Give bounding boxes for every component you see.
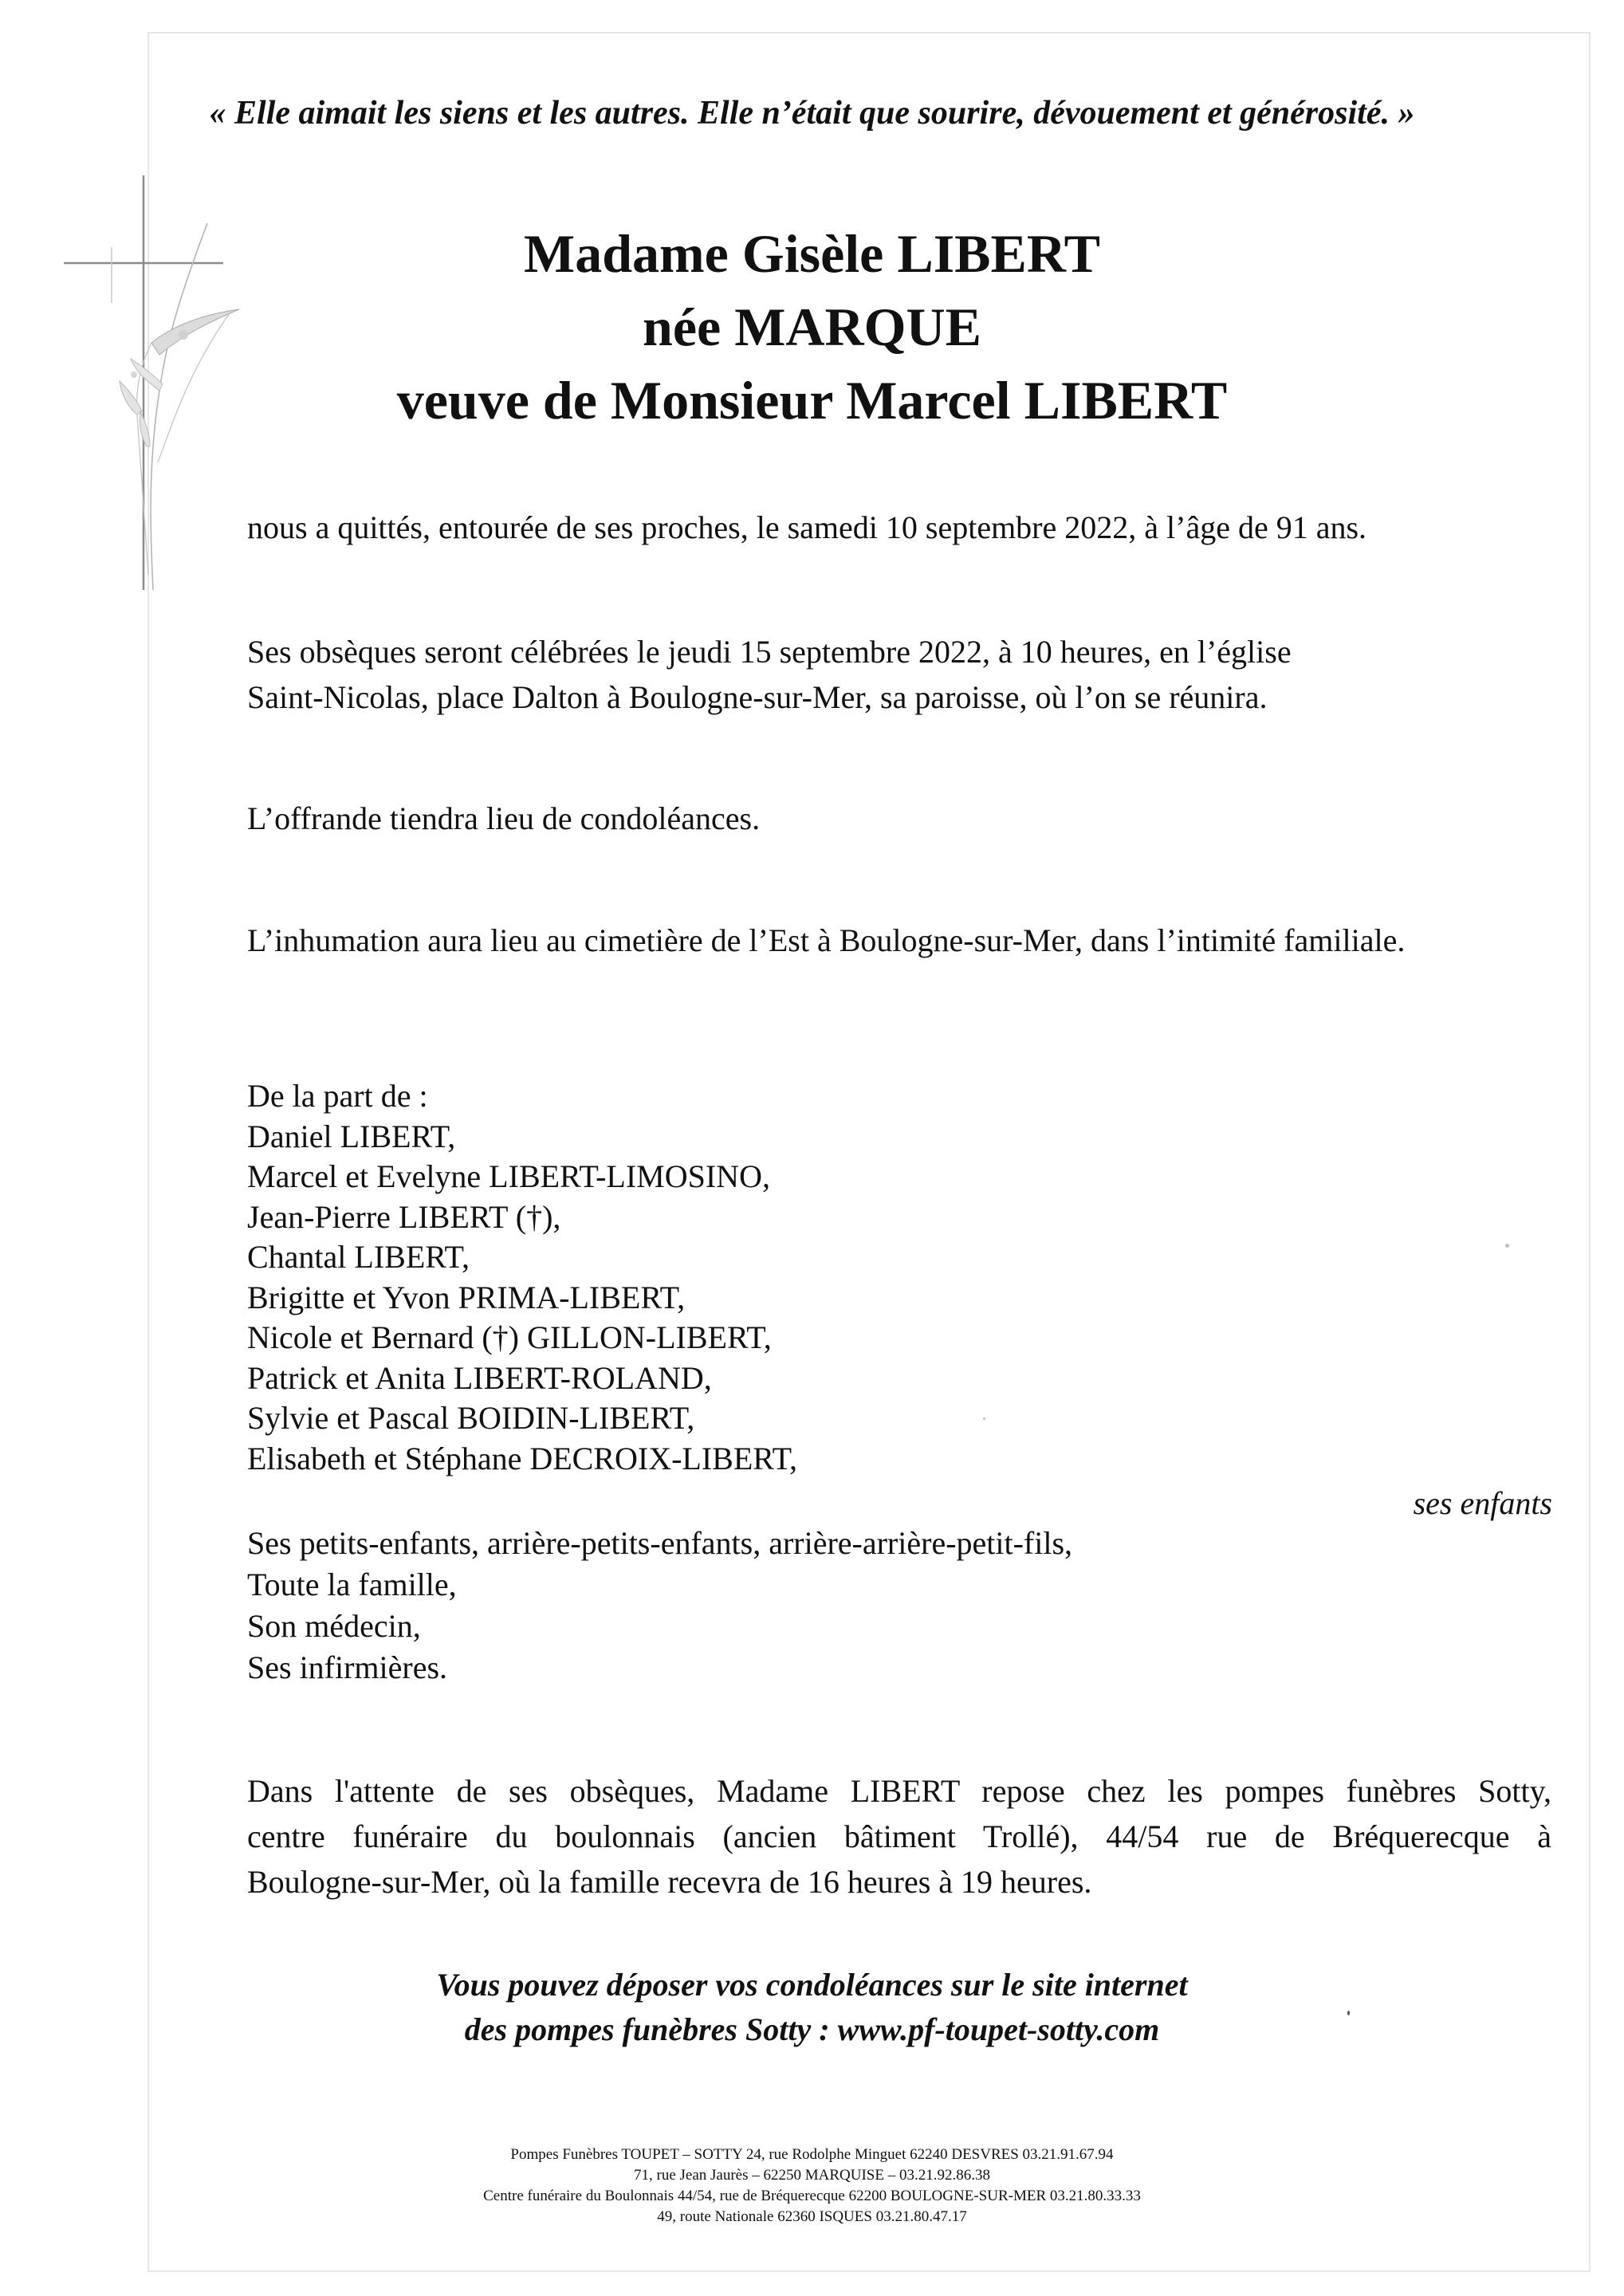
scan-speck <box>1505 1244 1509 1248</box>
family-member: Patrick et Anita LIBERT-ROLAND, <box>247 1359 712 1396</box>
family-member: Chantal LIBERT, <box>247 1239 470 1275</box>
family-member: Marcel et Evelyne LIBERT-LIMOSINO, <box>247 1158 770 1194</box>
family-member: Sylvie et Pascal BOIDIN-LIBERT, <box>247 1400 695 1436</box>
family-member: Brigitte et Yvon PRIMA-LIBERT, <box>247 1279 686 1315</box>
family-member: Jean-Pierre LIBERT (†), <box>247 1198 561 1235</box>
relative-line: Son médecin, <box>247 1608 421 1644</box>
offering-note: L’offrande tiendra lieu de condoléances. <box>247 800 761 836</box>
funeral-line-2: Saint-Nicolas, place Dalton à Boulogne-sur-Mer, sa paroisse, où l’on se réunira. <box>247 679 1268 715</box>
funeral-home-footer <box>0 2145 1624 2227</box>
condolences-line-2: des pompes funèbres Sotty : www.pf-toupet-sotty.com <box>464 2011 1160 2047</box>
burial-note: L’inhumation aura lieu au cimetière de l’Est à Boulogne-sur-Mer, dans l’intimité familiale. <box>247 922 1406 958</box>
family-intro: De la part de : <box>247 1078 428 1114</box>
condolences-line-1: Vous pouvez déposer vos condoléances sur le site internet <box>436 1967 1188 2003</box>
family-member: Nicole et Bernard (†) GILLON-LIBERT, <box>247 1319 772 1355</box>
children-role: ses enfants <box>1413 1485 1552 1521</box>
repose-line-3: Boulogne-sur-Mer, où la famille recevra de 16 heures à 19 heures. <box>247 1864 1092 1900</box>
footer-line: 49, route Nationale 62360 ISQUES 03.21.80.47.17 <box>657 2208 967 2225</box>
funeral-details <box>247 629 1292 720</box>
footer-line: Centre funéraire du Boulonnais 44/54, rue de Bréquerecque 62200 BOULOGNE-SUR-MER 03.21.80.33.33 <box>483 2188 1141 2204</box>
repose-line-2: centre funéraire du boulonnais (ancien bâtiment Trollé), 44/54 rue de Bréquerecque à <box>247 1818 1551 1854</box>
deceased-name-block <box>0 217 1624 437</box>
family-member: Elisabeth et Stéphane DECROIX-LIBERT, <box>247 1440 798 1476</box>
death-notice: nous a quittés, entourée de ses proches, le samedi 10 septembre 2022, à l’âge de 91 ans. <box>247 509 1367 545</box>
condolences-notice <box>0 1963 1624 2052</box>
repose-details <box>247 1768 1551 1905</box>
quote: « Elle aimait les siens et les autres. Elle n’était que sourire, dévouement et générosité. » <box>209 95 1415 132</box>
funeral-line-1: Ses obsèques seront célébrées le jeudi 15 septembre 2022, à 10 heures, en l’église <box>247 634 1292 670</box>
relative-line: Ses petits-enfants, arrière-petits-enfants, arrière-arrière-petit-fils, <box>247 1525 1073 1561</box>
widow-of: veuve de Monsieur Marcel LIBERT <box>396 370 1228 431</box>
birth-name: née MARQUE <box>643 297 981 357</box>
deceased-name: Madame Gisèle LIBERT <box>524 223 1100 284</box>
family-list <box>247 1076 797 1479</box>
other-relatives <box>247 1523 1072 1689</box>
scan-speck <box>983 1417 985 1420</box>
footer-line: Pompes Funèbres TOUPET – SOTTY 24, rue Rodolphe Minguet 62240 DESVRES 03.21.91.67.94 <box>510 2146 1114 2163</box>
footer-line: 71, rue Jean Jaurès – 62250 MARQUISE – 03.21.92.86.38 <box>634 2167 990 2184</box>
relative-line: Toute la famille, <box>247 1567 457 1602</box>
relative-line: Ses infirmières. <box>247 1649 448 1685</box>
scan-speck <box>1347 2011 1350 2015</box>
repose-line-1: Dans l'attente de ses obsèques, Madame LIBERT repose chez les pompes funèbres Sotty, <box>247 1773 1551 1809</box>
family-member: Daniel LIBERT, <box>247 1118 456 1154</box>
